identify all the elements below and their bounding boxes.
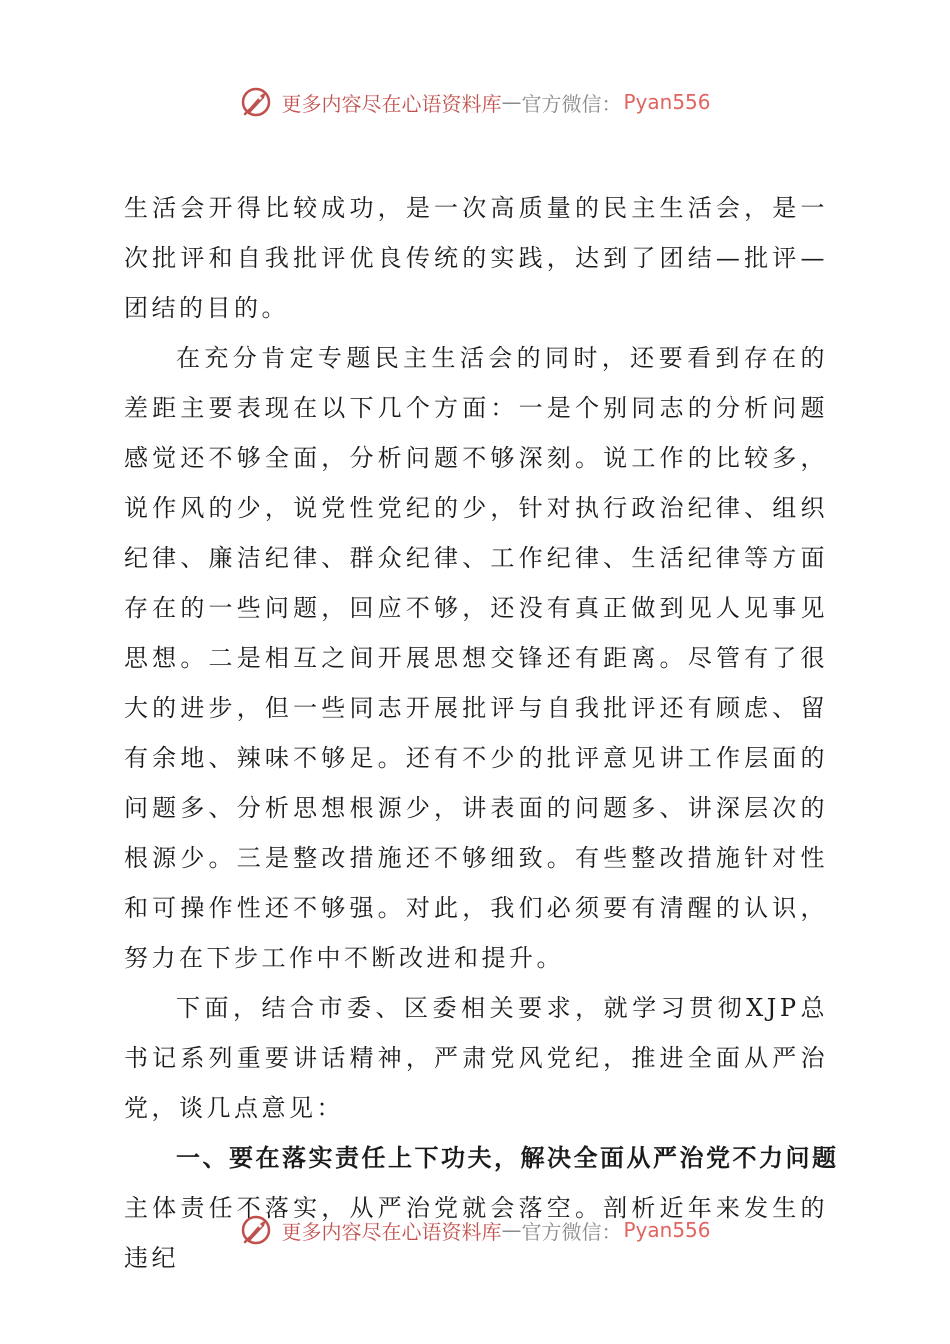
header-brand-text: 更多内容尽在心语资料库 [281,91,502,116]
header-wechat-id: Pyan556 [623,90,711,114]
paragraph-4: 主体责任不落实，从严治党就会落空。剖析近年来发生的违纪 [124,1194,828,1272]
header-watermark [0,82,950,122]
footer-brand-text: 更多内容尽在心语资料库 [281,1219,502,1244]
section-heading-1: 一、要在落实责任上下功夫，解决全面从严治党不力问题 [176,1144,839,1172]
document-body [124,183,839,1283]
pen-nib-circle-icon [239,1212,275,1248]
footer-watermark [0,1210,950,1250]
header-separator: — [501,90,522,114]
footer-separator: — [501,1218,522,1242]
pen-nib-circle-icon [239,84,275,120]
header-wechat-label: 官方微信： [521,91,622,116]
paragraph-2: 在充分肯定专题民主生活会的同时，还要看到存在的差距主要表现在以下几个方面：一是个别同志的分析问题感觉还不够全面，分析问题不够深刻。说工作的比较多，说作风的少，说党性党纪的少，针对执行政治纪律、组织纪律、廉洁纪律、群众纪律、工作纪律、生活纪律等方面存在的一些问题，回应不够，还没有真正做到见人见事见思想。二是相互之间开展思想交锋还有距离。尽管有了很大的进步，但一些同志开展批评与自我批评还有顾虑、留有余地、辣味不够足。还有不少的批评意见讲工作层面的问题多、分析思想根源少，讲表面的问题多、讲深层次的根源少。三是整改措施还不够细致。有些整改措施针对性和可操作性还不够强。对此，我们必须要有清醒的认识，努力在下步工作中不断改进和提升。 [124,344,828,972]
paragraph-3: 下面，结合市委、区委相关要求，就学习贯彻XJP总书记系列重要讲话精神，严肃党风党纪，推进全面从严治党，谈几点意见： [124,994,828,1122]
paragraph-1: 生活会开得比较成功，是一次高质量的民主生活会，是一次批评和自我批评优良传统的实践，达到了团结—批评—团结的目的。 [124,194,828,322]
footer-wechat-label: 官方微信： [521,1219,622,1244]
footer-wechat-id: Pyan556 [623,1218,711,1242]
